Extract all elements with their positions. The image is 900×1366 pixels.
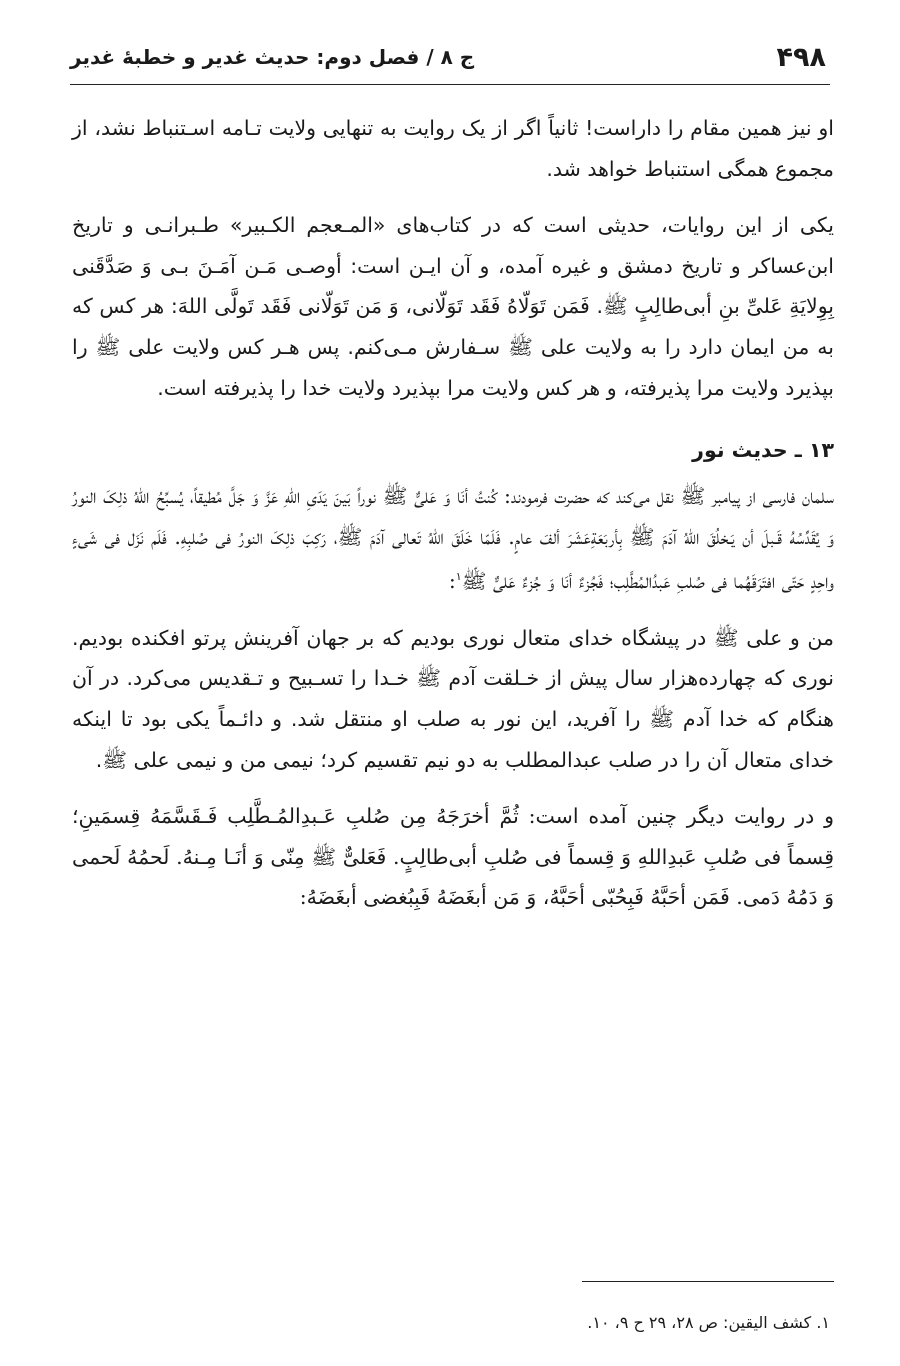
- paragraph-3-text: سلمان فارسی از پیامبر ﷺ نقل می‌کند که حضرت فرمودند: کُنتُ أنَا وَ عَلیٌّ ﷺ نوراً بَینَ یَدَیِ اللهِ عَزَّ وَ جَلَّ مُطیقاً، یُسبِّحُ اللهُ ذلِکَ النورُ وَ یُقَدِّسُهُ قَـبلَ أن یَـخلُقَ اللهُ آدَمَ ﷺ بِأربَعَةِعَشَرَ ألفَ عامٍ. فَلَمّا خَلَقَ اللهُ تَعالی آدَمَ ﷺ، رَکِبَ ذلِکَ النورُ فی صُلبِهِ. فَلَم نَزَل فی شَیءٍ واحِدٍ حَتّی افتَرَقَهُما فی صُلبِ عَبدُالمُطَّلِب؛ فَجُزءٌ أنَا وَ جُزءٌ عَلیٌّ ﷺ: [72, 484, 834, 594]
- paragraph-2: یکی از این روایات، حدیثی است که در کتاب‌های «المـعجم الکـبیر» طـبرانـی و تاریخ ابن‌عساکر و تاریخ دمشق و غیره آمده، و آن ایـن است: أوصـی مَـن آمَـنَ بـی وَ صَدَّقَنی بِوِلایَةِ عَلیِّ بنِ أبی‌طالِبٍ ﷺ. فَمَن تَوَلّاهُ فَقَد تَوَلّانی، وَ مَن تَوَلّانی فَقَد تَولَّی اللهَ: هر کس که به من ایمان دارد را به ولایت علی ﷺ سـفارش مـی‌کنم. پس هـر کس ولایت علی ﷺ را بپذیرد ولایت مرا پذیرفته، و هر کس ولایت مرا بپذیرد ولایت خدا را پذیرفته است.: [72, 213, 834, 400]
- page-number: ۴۹۸: [776, 41, 826, 73]
- footnote: ۱. کشف الیقین: ص ۲۸، ۲۹ ح ۹، ۱۰.: [587, 1313, 830, 1332]
- paragraph-3: [72, 476, 834, 602]
- page-header: [70, 30, 830, 85]
- page-body: [72, 108, 834, 918]
- footnote-divider: [582, 1281, 834, 1282]
- section-heading: ۱۳ ـ حدیث نور: [692, 438, 834, 463]
- paragraph-3-end: :: [448, 569, 456, 594]
- paragraph-4: من و علی ﷺ در پیشگاه خدای متعال نوری بودیم که بر جهان آفرینش پرتو افکنده بودیم. نوری که چهارده‌هزار سال پیش از خـلقت آدم ﷺ خـدا را تسـبیح و تـقدیس می‌کرد. در آن هنگام که خدا آدم ﷺ را آفرید، این نور به صلب او منتقل شد. و دائـماً یکی بود تا اینکه خدای متعال آن را در صلب عبدالمطلب به دو نیم تقسیم کرد؛ نیمی من و نیمی علی ﷺ.: [72, 625, 834, 772]
- footnote-reference[interactable]: ۱: [455, 570, 462, 584]
- running-title: ج ۸ / فصل دوم: حدیث غدیر و خطبهٔ غدیر: [70, 45, 475, 69]
- paragraph-1: او نیز همین مقام را داراست! ثانیاً اگر از یک روایت به تنهایی ولایت تـامه اسـتنباط نشد، از مجموع همگی استنباط خواهد شد.: [72, 116, 834, 181]
- paragraph-5: و در روایت دیگر چنین آمده است: ثُمَّ أخرَجَهُ مِن صُلبِ عَـبدِالمُـطَّلِب فَـقَسَّمَهُ قِسمَینِ؛ قِسماً فی صُلبِ عَبدِاللهِ وَ قِسماً فی صُلبِ أبی‌طالِبٍ. فَعَلیٌّ ﷺ مِنّی وَ أنَـا مِـنهُ. لَحمُهُ لَحمی وَ دَمُهُ دَمی. فَمَن أحَبَّهُ فَبِحُبّی أحَبَّهُ، وَ مَن أبغَضَهُ فَبِبُغضی أبغَضَهُ:: [72, 804, 834, 910]
